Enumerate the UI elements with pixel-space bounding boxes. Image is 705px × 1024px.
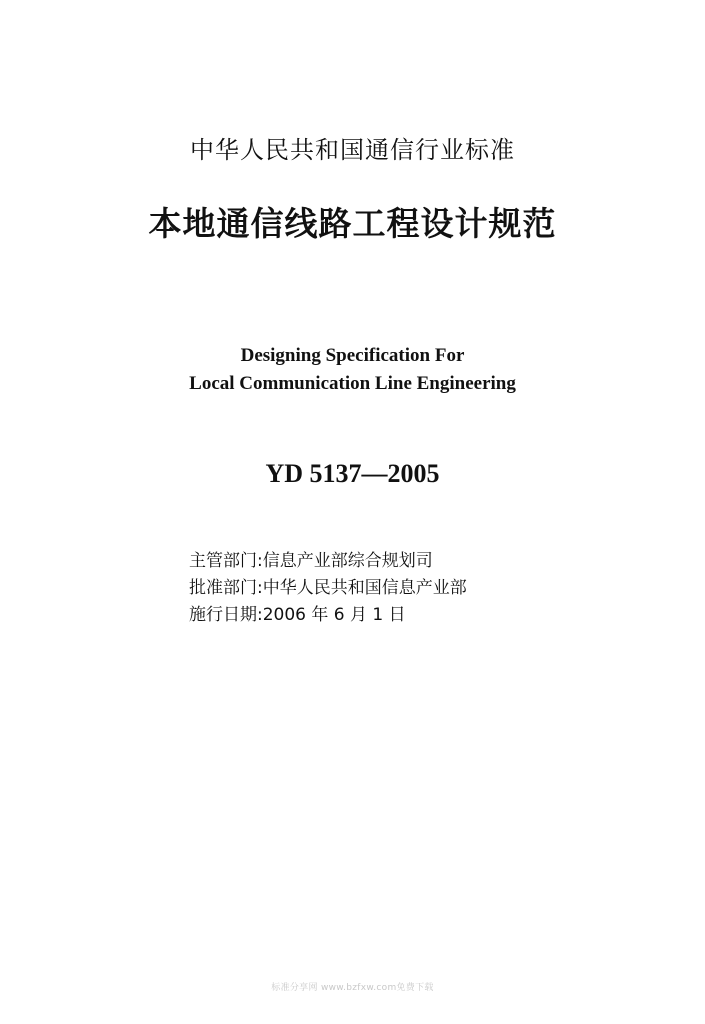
document-title-chinese: 本地通信线路工程设计规范 [148, 204, 557, 243]
approving-department: 批准部门:中华人民共和国信息产业部 [189, 578, 467, 598]
footer-watermark: 标准分享网 www.bzfxw.com免费下载 [271, 983, 434, 993]
document-title-english-line-2: Local Communication Line Engineering [189, 373, 516, 394]
document-title-english [0, 342, 705, 398]
document-title-english-line-1: Designing Specification For [240, 345, 465, 366]
publication-info [189, 548, 467, 629]
effective-date: 施行日期:2006 年 6 月 1 日 [189, 605, 406, 625]
supervising-department: 主管部门:信息产业部综合规划司 [189, 551, 433, 571]
standard-number: YD 5137—2005 [265, 459, 440, 488]
industry-standard-heading: 中华人民共和国通信行业标准 [190, 136, 515, 164]
